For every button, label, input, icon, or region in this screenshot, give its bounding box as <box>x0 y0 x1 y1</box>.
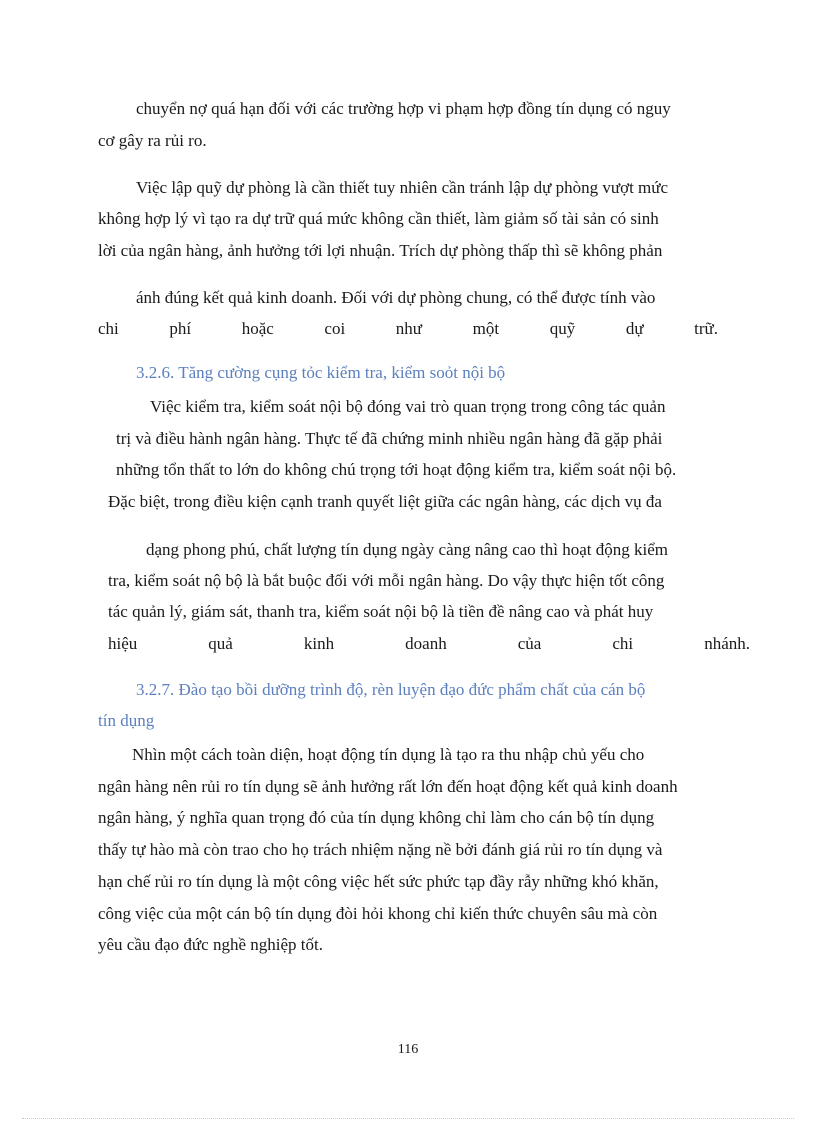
paragraph-line: thấy tự hào mà còn trao cho họ trách nhiệm nặng nề bởi đánh giá rủi ro tín dụng và <box>98 840 663 859</box>
paragraph-line: cơ gây ra rủi ro. <box>98 131 207 150</box>
paragraph-line: yêu cầu đạo đức nghề nghiệp tốt. <box>98 935 323 954</box>
paragraph-line: ánh đúng kết quả kinh doanh. Đối với dự phòng chung, có thể được tính vào <box>136 288 656 307</box>
paragraph-line: Đặc biệt, trong điều kiện cạnh tranh quyết liệt giữa các ngân hàng, các dịch vụ đa <box>108 492 662 511</box>
paragraph-line: Việc kiểm tra, kiểm soát nội bộ đóng vai trò quan trọng trong công tác quản <box>150 397 666 416</box>
paragraph-line: hạn chế rủi ro tín dụng là một công việc hết sức phức tạp đầy rẫy những khó khăn, <box>98 872 659 891</box>
paragraph-line: Việc lập quỹ dự phòng là cần thiết tuy nhiên cần tránh lập dự phòng vượt mức <box>136 178 669 197</box>
page-number: 116 <box>397 1042 419 1057</box>
section-heading-3-2-7-cont: tín dụng <box>98 711 155 730</box>
paragraph-line: công việc của một cán bộ tín dụng đòi hỏi khong chỉ kiến thức chuyên sâu mà còn <box>98 904 658 923</box>
page-bottom-divider <box>22 1118 794 1119</box>
paragraph-line: không hợp lý vì tạo ra dự trữ quá mức không cần thiết, làm giảm số tài sản có sinh <box>98 209 659 228</box>
section-heading-3-2-6: 3.2.6. Tăng cường cụng tỏc kiểm tra, kiểm soỏt nội bộ <box>136 363 506 382</box>
paragraph-line: dạng phong phú, chất lượng tín dụng ngày càng nâng cao thì hoạt động kiểm <box>146 540 668 559</box>
section-heading-3-2-7: 3.2.7. Đào tạo bồi dưỡng trình độ, rèn luyện đạo đức phẩm chất của cán bộ <box>136 680 646 699</box>
paragraph-line: tra, kiểm soát nộ bộ là bắt buộc đối với mỗi ngân hàng. Do vậy thực hiện tốt công <box>108 571 665 590</box>
paragraph-line: lời của ngân hàng, ảnh hưởng tới lợi nhuận. Trích dự phòng thấp thì sẽ không phản <box>98 241 663 260</box>
paragraph-line: ngân hàng nên rủi ro tín dụng sẽ ảnh hưởng rất lớn đến hoạt động kết quả kinh doanh <box>98 777 678 796</box>
paragraph-line: trị và điều hành ngân hàng. Thực tế đã chứng minh nhiều ngân hàng đã gặp phải <box>116 429 663 448</box>
paragraph-line: chuyển nợ quá hạn đối với các trường hợp vi phạm hợp đồng tín dụng có nguy <box>136 99 671 118</box>
paragraph-line: những tổn thất to lớn do không chú trọng tới hoạt động kiểm tra, kiểm soát nội bộ. <box>116 460 677 479</box>
paragraph-line: chi phí hoặc coi như một quỹ dự trữ. <box>98 319 718 338</box>
paragraph-line: hiệu quả kinh doanh của chi nhánh. <box>108 634 750 653</box>
paragraph-line: ngân hàng, ý nghĩa quan trọng đó của tín dụng không chỉ làm cho cán bộ tín dụng <box>98 808 655 827</box>
paragraph-line: Nhìn một cách toàn diện, hoạt động tín dụng là tạo ra thu nhập chủ yếu cho <box>132 745 645 764</box>
paragraph-line: tác quản lý, giám sát, thanh tra, kiểm soát nội bộ là tiền đề nâng cao và phát huy <box>108 602 654 621</box>
